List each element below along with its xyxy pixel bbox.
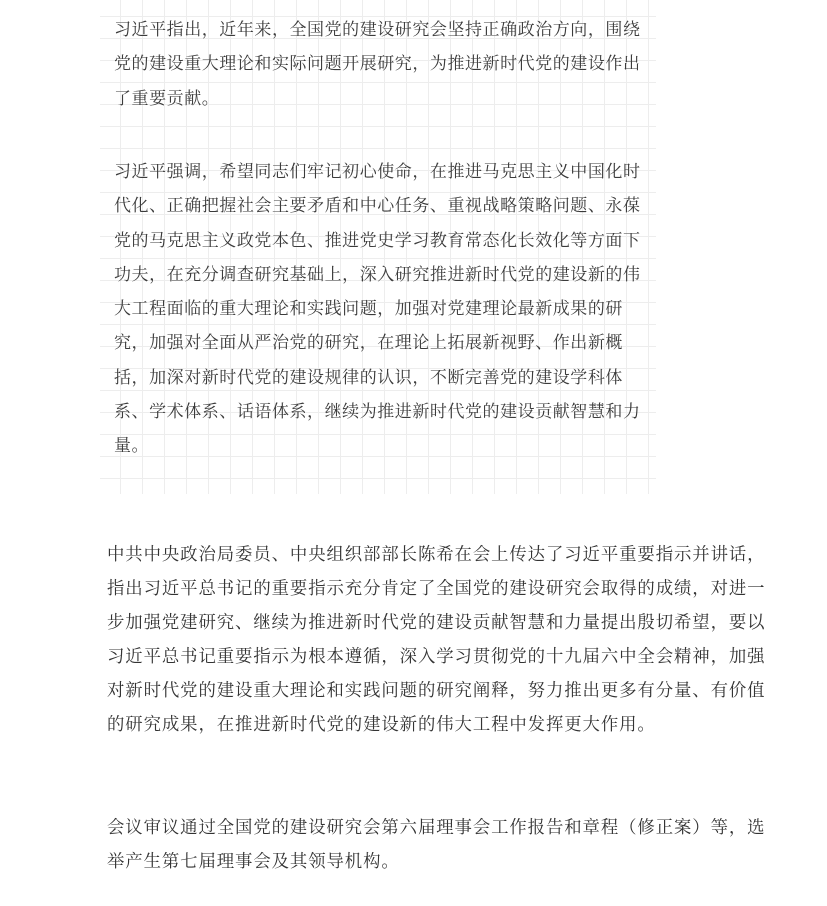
body-paragraph-1: 中共中央政治局委员、中央组织部部长陈希在会上传达了习近平重要指示并讲话，指出习近平总书记的重要指示充分肯定了全国党的建设研究会取得的成绩，对进一步加强党建研究、继续为推进新时代党的建设贡献智慧和力量提出殷切希望，要以习近平总书记重要指示为根本遵循，深入学习贯彻党的十九届六中全会精神，加强对新时代党的建设重大理论和实践问题的研究阐释，努力推出更多有分量、有价值的研究成果，在推进新时代党的建设新的伟大工程中发挥更大作用。 — [107, 545, 766, 735]
quote-paragraph-1: 习近平指出，近年来，全国党的建设研究会坚持正确政治方向，围绕党的建设重大理论和实际问题开展研究，为推进新时代党的建设作出了重要贡献。 — [114, 20, 641, 109]
body-paragraph-2: 会议审议通过全国党的建设研究会第六届理事会工作报告和章程（修正案）等，选举产生第七届理事会及其领导机构。 — [107, 818, 766, 872]
quote-paragraph-2: 习近平强调，希望同志们牢记初心使命，在推进马克思主义中国化时代化、正确把握社会主要矛盾和中心任务、重视战略策略问题、永葆党的马克思主义政党本色、推进党史学习教育常态化长效化等方面下功夫，在充分调查研究基础上，深入研究推进新时代党的建设新的伟大工程面临的重大理论和实践问题，加强对党建理论最新成果的研究，加强对全面从严治党的研究，在理论上拓展新视野、作出新概括，加深对新时代党的建设规律的认识，不断完善党的建设学科体系、学术体系、话语体系，继续为推进新时代党的建设贡献智慧和力量。 — [114, 162, 641, 457]
